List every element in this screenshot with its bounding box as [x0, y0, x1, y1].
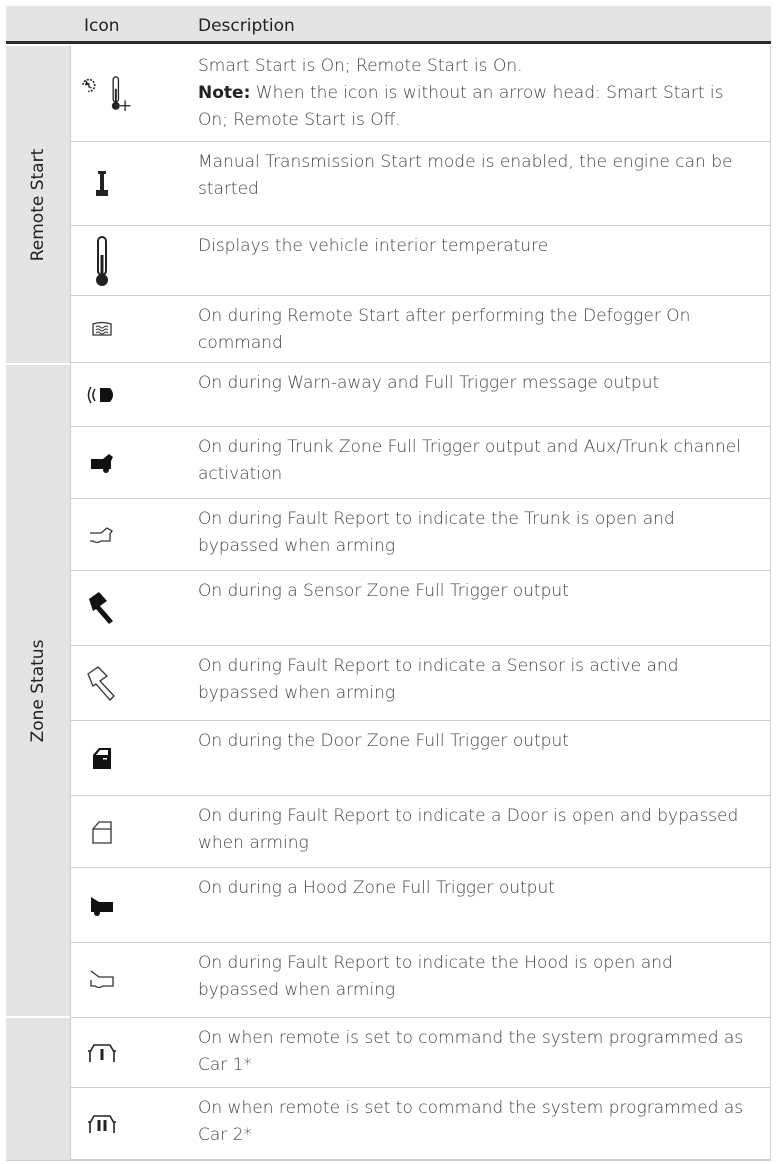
note-label: Note: — [198, 83, 251, 103]
trunk-filled-icon — [79, 427, 125, 498]
table-row — [70, 296, 771, 363]
sensor-hammer-outline-icon — [79, 646, 125, 720]
row-description: On during Fault Report to indicate a Sensor is active and bypassed when arming — [198, 656, 679, 703]
table-row — [70, 796, 771, 868]
row-description: On when remote is set to command the system programmed as Car 2* — [198, 1098, 744, 1145]
car-1-icon — [79, 1018, 125, 1087]
header-icon: Icon — [84, 16, 120, 36]
defogger-icon — [79, 296, 125, 362]
table-row — [70, 646, 771, 721]
table-row — [70, 427, 771, 499]
sensor-hammer-filled-icon — [79, 571, 125, 645]
row-description: On during a Sensor Zone Full Trigger output — [198, 581, 569, 601]
row-description: On during Warn-away and Full Trigger message output — [198, 373, 660, 393]
trunk-outline-icon — [79, 499, 125, 570]
thermometer-icon — [79, 226, 125, 295]
row-description: On during the Door Zone Full Trigger output — [198, 731, 569, 751]
manual-transmission-icon — [79, 142, 125, 225]
row-description: On during Trunk Zone Full Trigger output and Aux/Trunk channel activation — [198, 437, 741, 484]
hood-filled-icon — [79, 868, 125, 942]
table-row — [70, 571, 771, 646]
table-row — [70, 721, 771, 796]
table-row — [70, 142, 771, 226]
plus-sign: + — [118, 96, 133, 116]
row-description: On during Fault Report to indicate the Hood is open and bypassed when arming — [198, 953, 673, 1000]
siren-icon — [79, 363, 125, 426]
row-description: On during Fault Report to indicate a Door is open and bypassed when arming — [198, 806, 739, 853]
door-outline-icon — [79, 796, 125, 867]
table-row — [70, 363, 771, 427]
door-filled-icon — [79, 721, 125, 795]
note-text: When the icon is without an arrow head: Smart Start is On; Remote Start is Off. — [198, 83, 724, 130]
row-description: On during Fault Report to indicate the Trunk is open and bypassed when arming — [198, 509, 675, 556]
table-row — [70, 226, 771, 296]
row-description: Manual Transmission Start mode is enabled, the engine can be started — [198, 152, 733, 199]
row-description: Smart Start is On; Remote Start is On. Note: When the icon is without an arrow head: Smart Start is On; Remote Start is Off. — [198, 56, 724, 130]
car-2-icon — [79, 1088, 125, 1159]
category-zone-status: Zone Status — [6, 365, 70, 1016]
smart-start-thermometer-icon — [79, 46, 125, 141]
table-header — [6, 6, 771, 44]
header-description: Description — [198, 16, 295, 36]
table-row — [70, 1088, 771, 1160]
table-row — [70, 499, 771, 571]
hood-outline-icon — [79, 943, 125, 1017]
category-remote-start: Remote Start — [6, 46, 70, 363]
category-car — [6, 1018, 70, 1160]
row-description: On during a Hood Zone Full Trigger output — [198, 878, 555, 898]
table-row — [70, 46, 771, 142]
table-bottom-border — [6, 1160, 771, 1161]
row-description: Displays the vehicle interior temperature — [198, 236, 549, 256]
row-description: On during Remote Start after performing the Defogger On command — [198, 306, 691, 353]
table-row — [70, 1018, 771, 1088]
table-row — [70, 943, 771, 1018]
table-row — [70, 868, 771, 943]
row-description: On when remote is set to command the system programmed as Car 1* — [198, 1028, 744, 1075]
